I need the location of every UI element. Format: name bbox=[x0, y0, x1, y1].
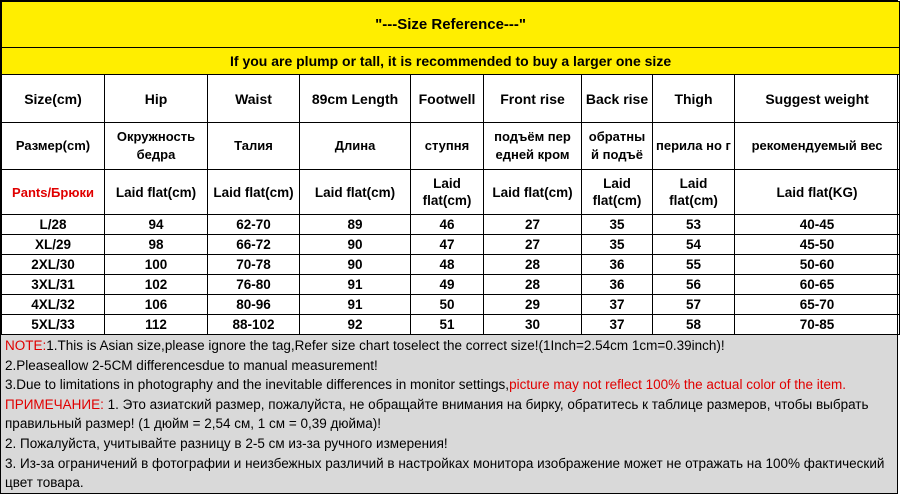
value-cell: 92 bbox=[300, 315, 411, 335]
value-cell: 54 bbox=[653, 235, 735, 255]
value-cell: 30 bbox=[484, 315, 582, 335]
laid-flat-row bbox=[2, 170, 900, 215]
header-hip: Hip bbox=[105, 75, 208, 123]
chart-title: "---Size Reference---" bbox=[2, 2, 900, 48]
header-size: Size(cm) bbox=[2, 75, 105, 123]
value-cell: 55 bbox=[653, 255, 735, 275]
value-cell: 45-50 bbox=[735, 235, 900, 255]
ru-note-3: 3. Из-за ограничений в фотографии и неизбежных различий в настройках монитора изображение может не отражать на 100% фактический цвет товара. bbox=[5, 455, 885, 491]
value-cell: 37 bbox=[582, 295, 653, 315]
value-cell: 100 bbox=[105, 255, 208, 275]
value-cell: 46 bbox=[411, 215, 484, 235]
value-cell: 76-80 bbox=[208, 275, 300, 295]
note-1: NOTE:1.This is Asian size,please ignore the tag,Refer size chart toselect the correct size!(1Inch=2.54cm 1cm=0.39inch)! bbox=[5, 338, 725, 353]
notes-panel bbox=[1, 335, 897, 493]
value-cell: 29 bbox=[484, 295, 582, 315]
value-cell: 35 bbox=[582, 235, 653, 255]
ru-note-2: 2. Пожалуйста, учитывайте разницу в 2-5 см из-за ручного измерения! bbox=[5, 435, 448, 451]
size-cell: 2XL/30 bbox=[2, 255, 105, 275]
russian-header-row bbox=[2, 123, 900, 170]
laid-flat-label: Laid flat(cm) bbox=[411, 170, 484, 215]
size-cell: 3XL/31 bbox=[2, 275, 105, 295]
ru-header: Окружность бедра bbox=[105, 123, 208, 170]
value-cell: 53 bbox=[653, 215, 735, 235]
value-cell: 51 bbox=[411, 315, 484, 335]
size-rows bbox=[2, 215, 900, 335]
value-cell: 35 bbox=[582, 215, 653, 235]
value-cell: 91 bbox=[300, 295, 411, 315]
value-cell: 112 bbox=[105, 315, 208, 335]
size-cell: 4XL/32 bbox=[2, 295, 105, 315]
header-footwell: Footwell bbox=[411, 75, 484, 123]
value-cell: 27 bbox=[484, 215, 582, 235]
size-cell: 5XL/33 bbox=[2, 315, 105, 335]
ru-note-1: ПРИМЕЧАНИЕ: 1. Это азиатский размер, пожалуйста, не обращайте внимания на бирку, обратитесь к таблице размеров, чтобы выбрать правильный размер! (1 дюйм = 2,54 см, 1 см = 0,39 дюйма)! bbox=[5, 396, 869, 432]
size-cell: XL/29 bbox=[2, 235, 105, 255]
value-cell: 62-70 bbox=[208, 215, 300, 235]
value-cell: 27 bbox=[484, 235, 582, 255]
laid-flat-label: Laid flat(cm) bbox=[484, 170, 582, 215]
ru-header: Длина bbox=[300, 123, 411, 170]
table-row bbox=[2, 295, 900, 315]
ru-header: Размер(cm) bbox=[2, 123, 105, 170]
header-front-rise: Front rise bbox=[484, 75, 582, 123]
value-cell: 47 bbox=[411, 235, 484, 255]
value-cell: 102 bbox=[105, 275, 208, 295]
value-cell: 98 bbox=[105, 235, 208, 255]
value-cell: 36 bbox=[582, 255, 653, 275]
table-row bbox=[2, 255, 900, 275]
value-cell: 80-96 bbox=[208, 295, 300, 315]
value-cell: 88-102 bbox=[208, 315, 300, 335]
note-3: 3.Due to limitations in photography and the inevitable differences in monitor settings,picture may not reflect 100% the actual color of the item. bbox=[5, 377, 846, 393]
ru-header: перила но г bbox=[653, 123, 735, 170]
value-cell: 94 bbox=[105, 215, 208, 235]
laid-flat-label: Laid flat(cm) bbox=[653, 170, 735, 215]
size-recommendation: If you are plump or tall, it is recommended to buy a larger one size bbox=[2, 48, 900, 75]
header-row bbox=[2, 75, 900, 123]
value-cell: 50-60 bbox=[735, 255, 900, 275]
value-cell: 50 bbox=[411, 295, 484, 315]
ru-header: обратны й подъё bbox=[582, 123, 653, 170]
ru-header: подъём пер едней кром bbox=[484, 123, 582, 170]
pants-label: Pants/Брюки bbox=[2, 170, 105, 215]
ru-header: рекомендуемый вес bbox=[735, 123, 900, 170]
value-cell: 56 bbox=[653, 275, 735, 295]
ru-header: Талия bbox=[208, 123, 300, 170]
value-cell: 91 bbox=[300, 275, 411, 295]
header-back-rise: Back rise bbox=[582, 75, 653, 123]
value-cell: 36 bbox=[582, 275, 653, 295]
value-cell: 37 bbox=[582, 315, 653, 335]
header-length: 89cm Length bbox=[300, 75, 411, 123]
value-cell: 66-72 bbox=[208, 235, 300, 255]
header-thigh: Thigh bbox=[653, 75, 735, 123]
ru-header: ступня bbox=[411, 123, 484, 170]
header-waist: Waist bbox=[208, 75, 300, 123]
value-cell: 90 bbox=[300, 235, 411, 255]
table-row bbox=[2, 315, 900, 335]
value-cell: 65-70 bbox=[735, 295, 900, 315]
value-cell: 49 bbox=[411, 275, 484, 295]
laid-flat-label: Laid flat(cm) bbox=[582, 170, 653, 215]
value-cell: 89 bbox=[300, 215, 411, 235]
value-cell: 70-78 bbox=[208, 255, 300, 275]
laid-flat-label: Laid flat(KG) bbox=[735, 170, 900, 215]
table-row bbox=[2, 275, 900, 295]
table-row bbox=[2, 235, 900, 255]
value-cell: 70-85 bbox=[735, 315, 900, 335]
value-cell: 60-65 bbox=[735, 275, 900, 295]
table-row bbox=[2, 215, 900, 235]
value-cell: 57 bbox=[653, 295, 735, 315]
header-weight: Suggest weight bbox=[735, 75, 900, 123]
laid-flat-label: Laid flat(cm) bbox=[105, 170, 208, 215]
value-cell: 28 bbox=[484, 255, 582, 275]
value-cell: 106 bbox=[105, 295, 208, 315]
size-table bbox=[1, 1, 900, 335]
value-cell: 58 bbox=[653, 315, 735, 335]
size-cell: L/28 bbox=[2, 215, 105, 235]
value-cell: 90 bbox=[300, 255, 411, 275]
value-cell: 28 bbox=[484, 275, 582, 295]
laid-flat-label: Laid flat(cm) bbox=[300, 170, 411, 215]
value-cell: 40-45 bbox=[735, 215, 900, 235]
value-cell: 48 bbox=[411, 255, 484, 275]
laid-flat-label: Laid flat(cm) bbox=[208, 170, 300, 215]
note-2: 2.Pleaseallow 2-5CM differencesdue to manual measurement! bbox=[5, 357, 378, 373]
